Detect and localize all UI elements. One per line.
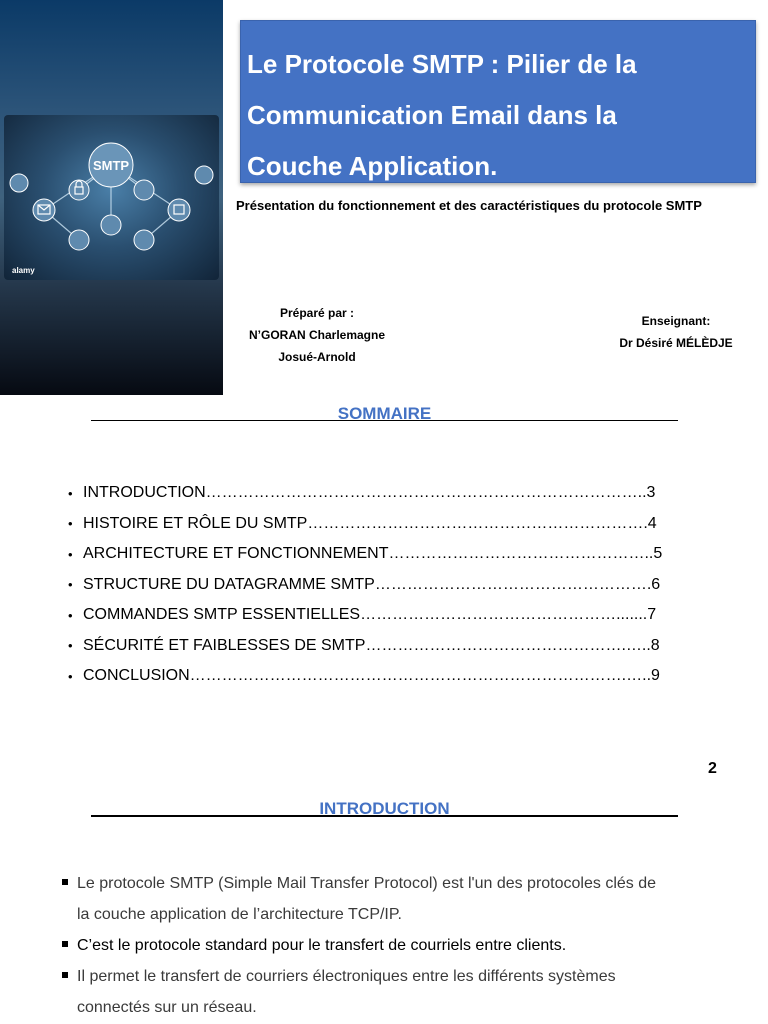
toc-item-label: ARCHITECTURE ET FONCTIONNEMENT…………………………………………..5 bbox=[83, 545, 663, 563]
image-watermark: alamy bbox=[12, 266, 35, 275]
toc-item bbox=[68, 600, 708, 631]
toc-item bbox=[68, 539, 708, 570]
bullet-icon: • bbox=[68, 577, 73, 593]
introduction-list bbox=[62, 868, 752, 1023]
toc-item bbox=[68, 509, 708, 540]
author-name-line-1: N’GORAN Charlemagne bbox=[248, 328, 386, 342]
toc-item-label: CONCLUSION……………………………………………………………………….…..9 bbox=[83, 667, 660, 685]
list-item bbox=[62, 930, 752, 961]
toc-item-label: COMMANDES SMTP ESSENTIELLES………………………………………….......7 bbox=[83, 606, 657, 624]
bullet-icon: • bbox=[68, 607, 73, 623]
intro-bullet-1-line-1: Le protocole SMTP (Simple Mail Transfer Protocol) est l'un des protocoles clés de bbox=[77, 875, 657, 892]
teacher-name: Dr Désiré MÉLÈDJE bbox=[619, 336, 733, 350]
title-line-1: Le Protocole SMTP : Pilier de la bbox=[247, 49, 637, 79]
introduction-heading: INTRODUCTION bbox=[319, 799, 450, 818]
cover-panel bbox=[0, 0, 223, 395]
table-of-contents bbox=[68, 478, 708, 692]
toc-item bbox=[68, 478, 708, 509]
author-name-line-2: Josué-Arnold bbox=[278, 350, 356, 364]
bullet-icon: • bbox=[68, 485, 73, 501]
intro-bullet-1-line-2: la couche application de l’architecture TCP/IP. bbox=[77, 906, 402, 923]
title-box bbox=[240, 20, 756, 183]
smtp-cover-image bbox=[4, 115, 219, 280]
bullet-icon: • bbox=[68, 668, 73, 684]
teacher-block bbox=[606, 310, 746, 354]
title-line-2: Communication Email dans la bbox=[247, 100, 617, 130]
title-line-3: Couche Application. bbox=[247, 151, 498, 181]
intro-bullet-3-line-2: connectés sur un réseau. bbox=[77, 999, 257, 1016]
list-item bbox=[62, 868, 752, 930]
toc-item bbox=[68, 661, 708, 692]
list-item bbox=[62, 961, 752, 1023]
toc-item-label: INTRODUCTION………………………………………………………………………..3 bbox=[83, 484, 656, 502]
square-bullet-icon bbox=[62, 941, 68, 947]
toc-item-label: SÉCURITÉ ET FAIBLESSES DE SMTP………………………………………….…..8 bbox=[83, 636, 660, 654]
teacher-label: Enseignant: bbox=[641, 314, 711, 328]
subtitle: Présentation du fonctionnement et des caractéristiques du protocole SMTP bbox=[236, 198, 702, 213]
prepared-by-block bbox=[240, 302, 394, 368]
toc-item-label: HISTOIRE ET RÔLE DU SMTP……………………………………………………….4 bbox=[83, 514, 657, 532]
sommaire-heading: SOMMAIRE bbox=[337, 404, 432, 423]
square-bullet-icon bbox=[62, 879, 68, 885]
bullet-icon: • bbox=[68, 638, 73, 654]
intro-bullet-2: C’est le protocole standard pour le transfert de courriels entre clients. bbox=[77, 937, 567, 954]
intro-bullet-3-line-1: Il permet le transfert de courriers électroniques entre les différents systèmes bbox=[77, 968, 616, 985]
network-icons-illustration bbox=[4, 115, 219, 280]
prepared-by-label: Préparé par : bbox=[279, 306, 355, 320]
square-bullet-icon bbox=[62, 972, 68, 978]
bullet-icon: • bbox=[68, 516, 73, 532]
page-number: 2 bbox=[708, 760, 717, 777]
toc-item bbox=[68, 570, 708, 601]
toc-item-label: STRUCTURE DU DATAGRAMME SMTP…………………………………………….6 bbox=[83, 575, 661, 593]
bullet-icon: • bbox=[68, 546, 73, 562]
smtp-image-label: SMTP bbox=[92, 158, 130, 173]
toc-item bbox=[68, 631, 708, 662]
